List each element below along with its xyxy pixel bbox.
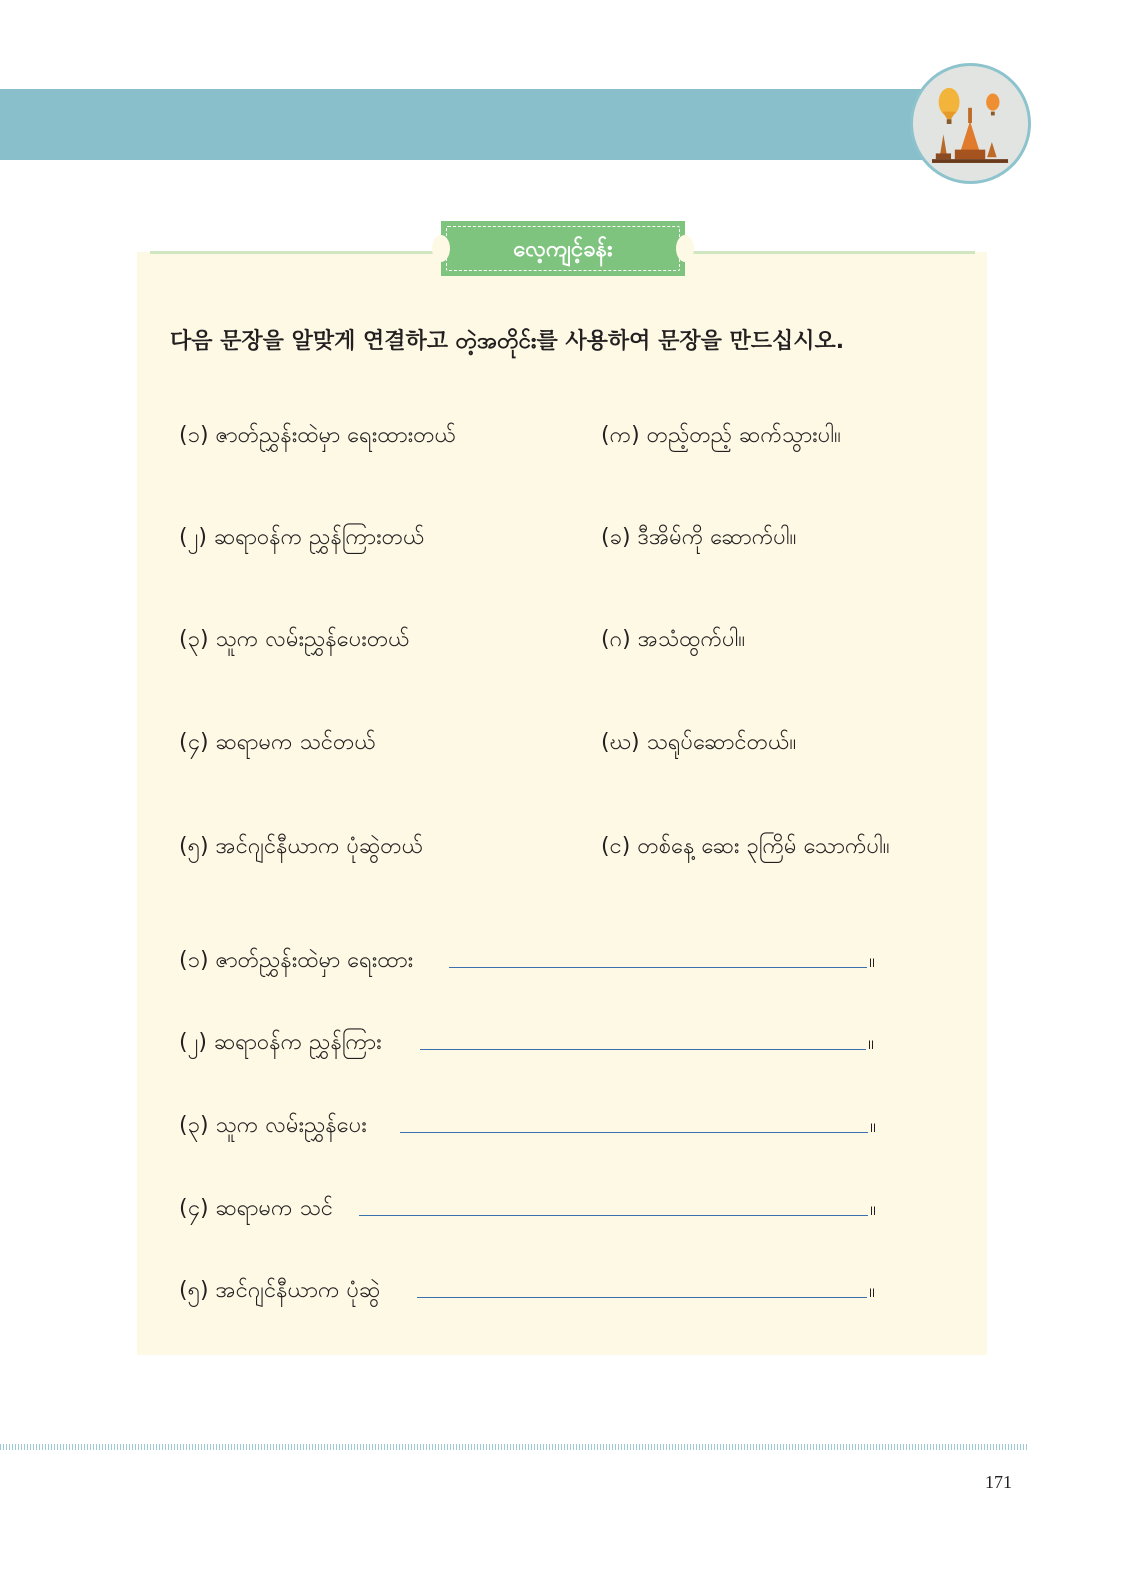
fill-row-2 <box>179 1027 879 1057</box>
fill-row-3 <box>179 1110 879 1140</box>
answer-blank-1[interactable] <box>449 967 867 968</box>
fill-end-1: ။ <box>869 948 876 972</box>
left-item-2: (၂) ဆရာဝန်က ညွှန်ကြားတယ် <box>179 525 425 550</box>
right-item-ka: (က) တည့်တည့် ဆက်သွားပါ။ <box>601 423 841 448</box>
right-item-gha: (ဃ) သရုပ်ဆောင်တယ်။ <box>601 730 797 755</box>
answer-blank-3[interactable] <box>400 1132 868 1133</box>
fill-prompt-1: (၁) ဇာတ်ညွှန်းထဲမှာ ရေးထား <box>179 948 414 973</box>
fill-prompt-2: (၂) ဆရာဝန်က ညွှန်ကြား <box>179 1030 382 1055</box>
answer-blank-5[interactable] <box>417 1297 867 1298</box>
fill-row-5 <box>179 1275 879 1305</box>
section-badge-label: လေ့ကျင့်ခန်း <box>513 237 613 262</box>
right-item-ga: (ဂ) အသံထွက်ပါ။ <box>601 627 745 652</box>
header-band <box>0 89 965 160</box>
answer-blank-2[interactable] <box>420 1049 866 1050</box>
left-item-5: (၅) အင်ဂျင်နီယာက ပုံဆွဲတယ် <box>179 834 424 859</box>
page-number: 171 <box>985 1472 1012 1492</box>
right-item-kha: (ခ) ဒီအိမ်ကို ဆောက်ပါ။ <box>601 525 797 550</box>
fill-row-4 <box>179 1193 879 1223</box>
section-badge <box>441 221 685 276</box>
footer-divider <box>0 1444 1027 1450</box>
answer-blank-4[interactable] <box>359 1215 868 1216</box>
fill-row-1 <box>179 945 879 975</box>
exercise-panel <box>137 252 987 1355</box>
fill-end-3: ။ <box>870 1113 877 1137</box>
fill-prompt-3: (၃) သူက လမ်းညွှန်ပေး <box>179 1113 367 1138</box>
left-item-3: (၃) သူက လမ်းညွှန်ပေးတယ် <box>179 627 410 652</box>
fill-prompt-4: (၄) ဆရာမက သင် <box>179 1196 334 1221</box>
fill-end-2: ။ <box>868 1030 875 1054</box>
pagoda-balloons-icon <box>910 63 1031 184</box>
exercise-instruction: 다음 문장을 알맞게 연결하고 တဲ့အတိုင်း를 사용하여 문장을 만드십시오. <box>170 329 845 354</box>
right-item-nga: (င) တစ်နေ့ ဆေး ၃ကြိမ် သောက်ပါ။ <box>601 834 890 859</box>
fill-end-4: ။ <box>870 1196 877 1220</box>
left-item-1: (၁) ဇာတ်ညွှန်းထဲမှာ ရေးထားတယ် <box>179 423 457 448</box>
fill-prompt-5: (၅) အင်ဂျင်နီယာက ပုံဆွဲ <box>179 1278 381 1303</box>
fill-end-5: ။ <box>869 1278 876 1302</box>
left-item-4: (၄) ဆရာမက သင်တယ် <box>179 730 376 755</box>
